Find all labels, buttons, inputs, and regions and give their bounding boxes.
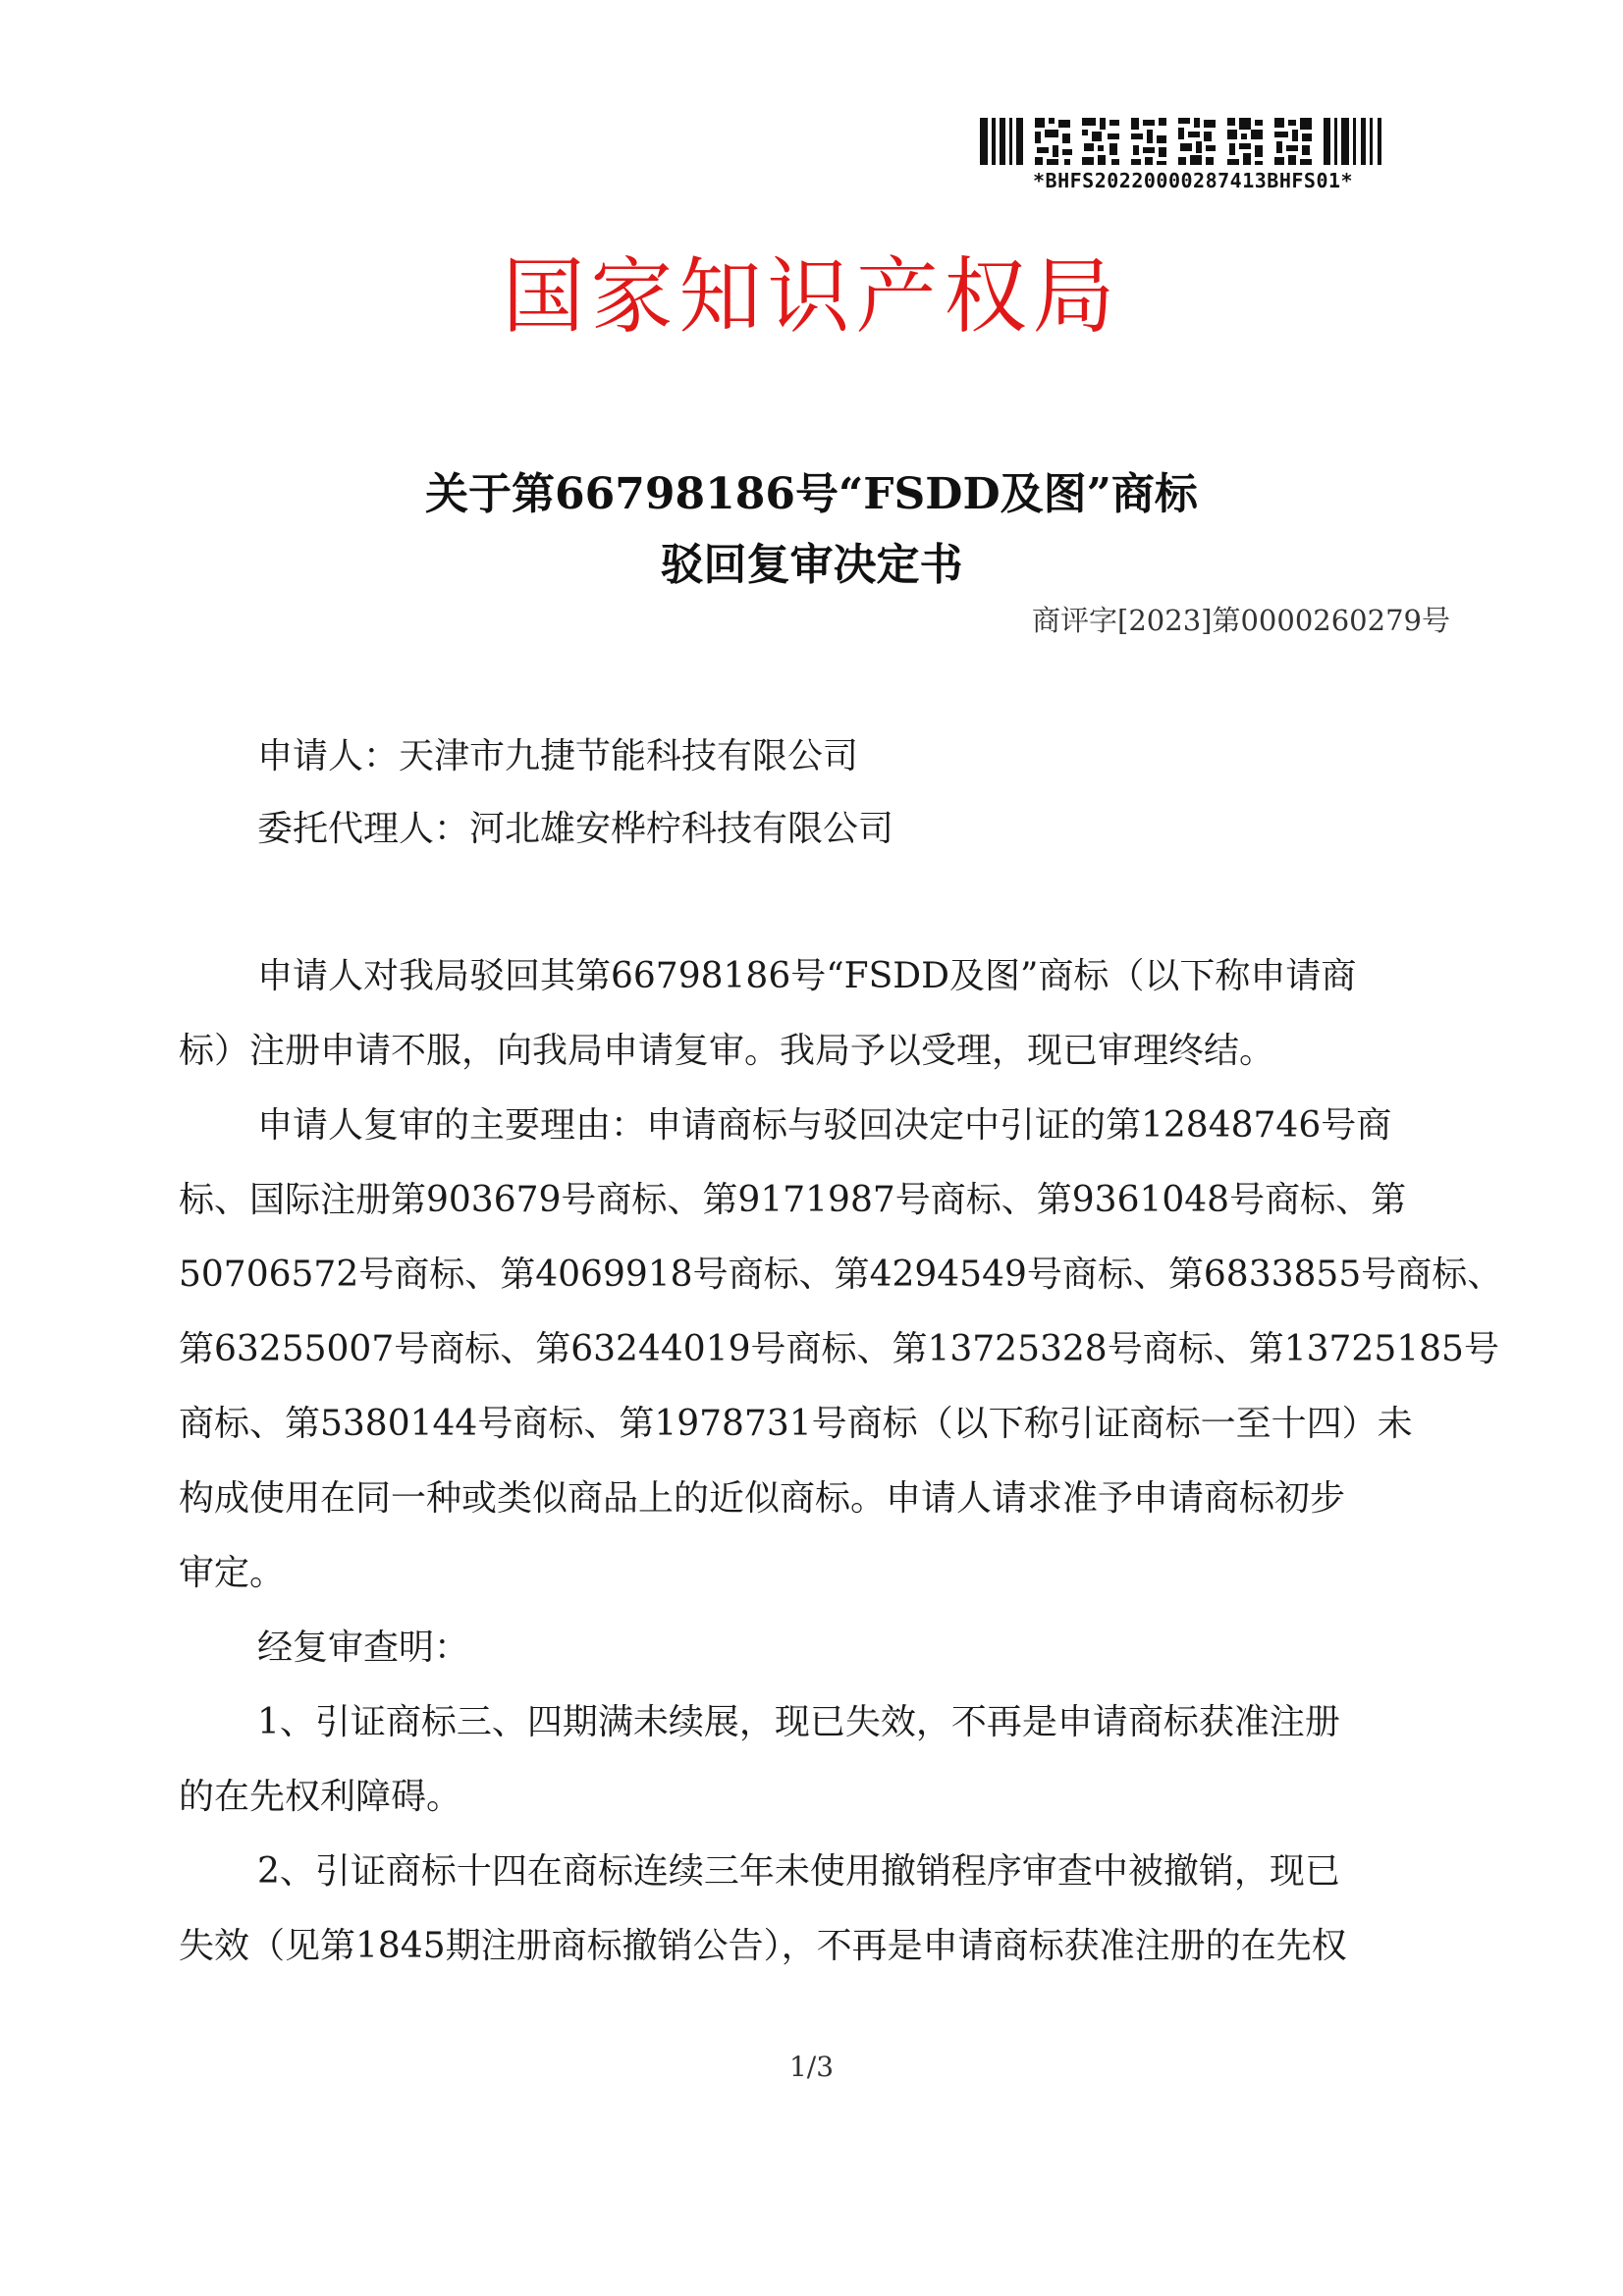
barcode-number: *BHFS20220000287413BHFS01* (1033, 169, 1354, 192)
body-line: 审定。 (179, 1553, 286, 1593)
agent-line: 委托代理人：河北雄安桦柠科技有限公司 (257, 809, 894, 849)
body-line: 50706572号商标、第4069918号商标、第4294549号商标、第6833855号商标、 (179, 1255, 1503, 1295)
applicant-line: 申请人：天津市九捷节能科技有限公司 (257, 736, 859, 776)
body-line: 失效（见第1845期注册商标撤销公告），不再是申请商标获准注册的在先权 (179, 1926, 1347, 1966)
body-line: 经复审查明： (257, 1628, 470, 1668)
document-number: 商评字[2023]第0000260279号 (1032, 604, 1450, 637)
body-line: 1、引证商标三、四期满未续展，现已失效，不再是申请商标获准注册 (257, 1702, 1340, 1742)
document-title-line1: 关于第66798186号“FSDD及图”商标 (425, 469, 1198, 519)
barcode-graphic (980, 118, 1384, 165)
page-number: 1/3 (788, 2051, 835, 2083)
body-line: 构成使用在同一种或类似商品上的近似商标。申请人请求准予申请商标初步 (179, 1478, 1346, 1519)
body-line: 标、国际注册第903679号商标、第9171987号商标、第9361048号商标、第 (179, 1180, 1407, 1220)
body-line: 申请人对我局驳回其第66798186号“FSDD及图”商标（以下称申请商 (257, 956, 1357, 996)
body-line: 的在先权利障碍。 (179, 1777, 462, 1817)
body-line: 标）注册申请不服，向我局申请复审。我局予以受理，现已审理终结。 (179, 1031, 1275, 1071)
body-line: 申请人复审的主要理由：申请商标与驳回决定中引证的第12848746号商 (257, 1105, 1392, 1146)
document-title-line2: 驳回复审决定书 (660, 540, 963, 590)
body-line: 第63255007号商标、第63244019号商标、第13725328号商标、第13725185号 (179, 1329, 1499, 1369)
body-line: 商标、第5380144号商标、第1978731号商标（以下称引证商标一至十四）未 (179, 1404, 1413, 1444)
body-line: 2、引证商标十四在商标连续三年未使用撤销程序审查中被撤销，现已 (257, 1851, 1340, 1892)
agency-name: 国家知识产权局 (502, 248, 1121, 345)
